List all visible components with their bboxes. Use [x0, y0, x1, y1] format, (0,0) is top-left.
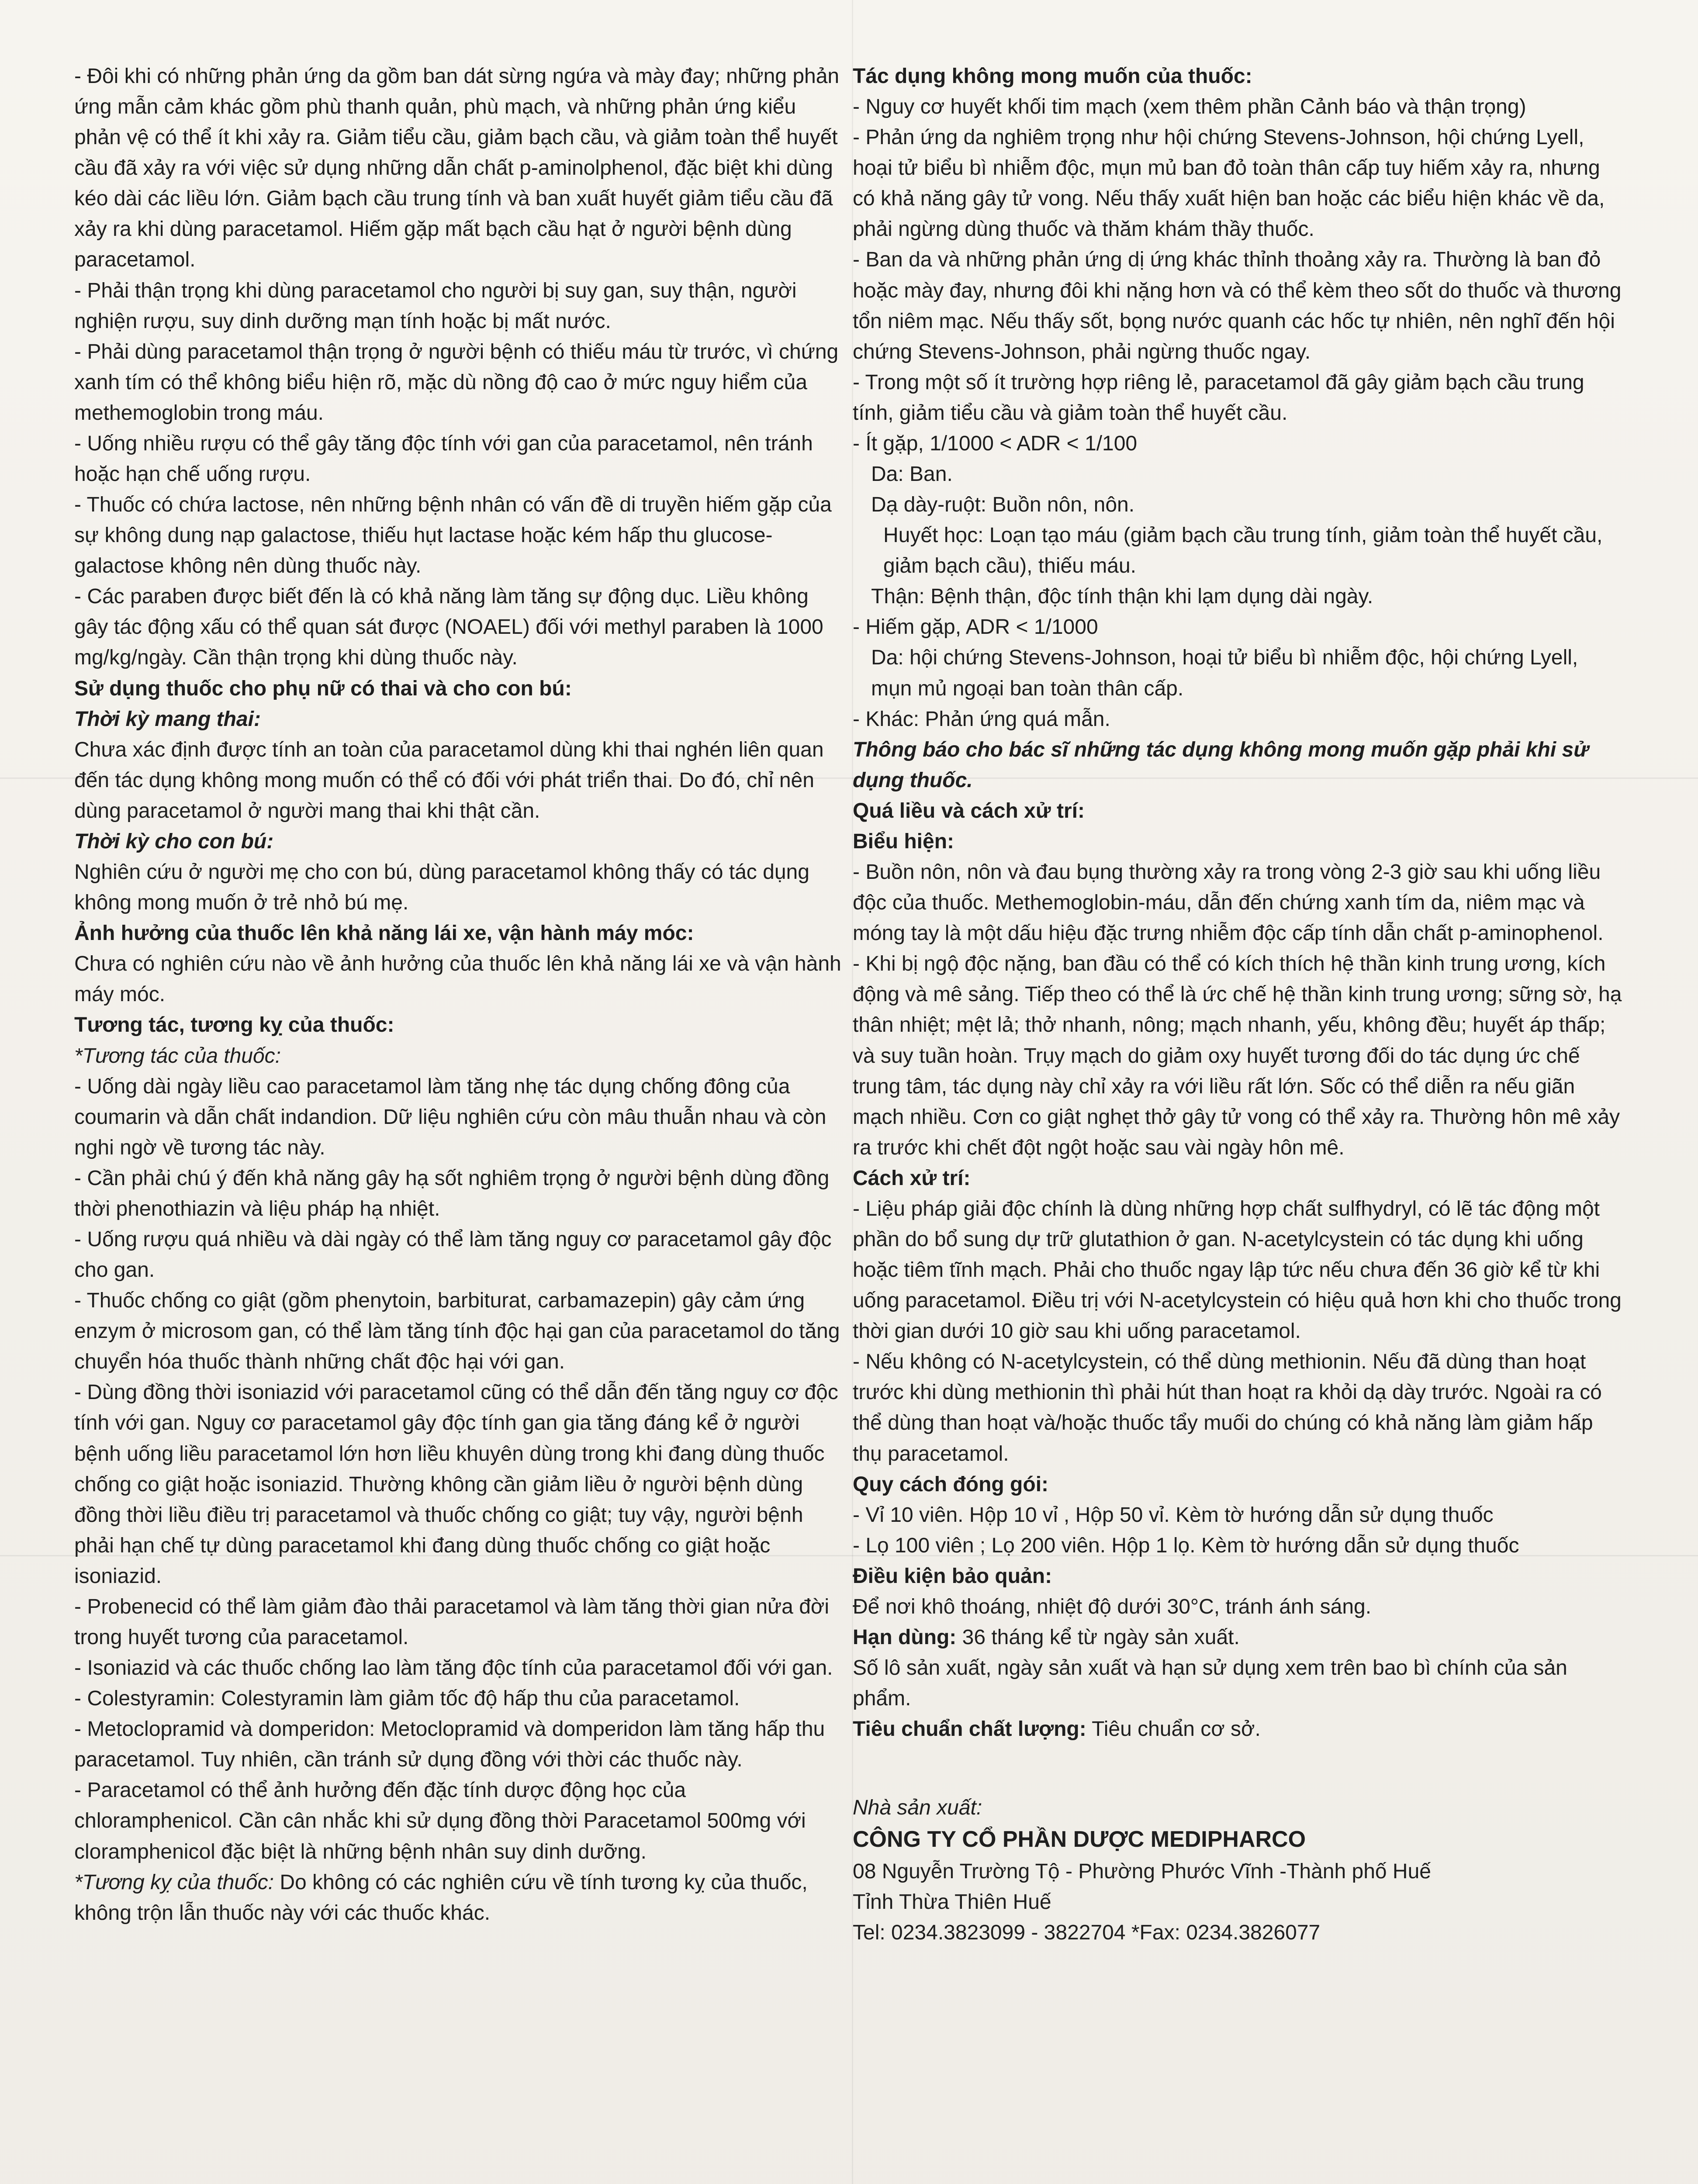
section-heading: Quá liều và cách xử trí:	[853, 799, 1085, 822]
section-heading: Tương tác, tương kỵ của thuốc:	[74, 1013, 394, 1037]
paragraph	[853, 1622, 1624, 1653]
section-heading: Sử dụng thuốc cho phụ nữ có thai và cho con bú:	[74, 677, 572, 700]
paragraph: Để nơi khô thoáng, nhiệt độ dưới 30°C, tránh ánh sáng.	[853, 1595, 1372, 1618]
paragraph	[74, 1867, 845, 1928]
list-item: - Ban da và những phản ứng dị ứng khác thỉnh thoảng xảy ra. Thường là ban đỏ hoặc mày đay, nhưng đôi khi nặng hơn và có thể kèm theo sốt do thuốc và thương tổn niêm mạc. Nếu thấy sốt, bọng nước quanh các hốc tự nhiên, nên nghĩ đến hội chứng Stevens-Johnson, phải ngừng thuốc ngay.	[853, 248, 1622, 363]
paper-fold	[852, 0, 853, 2184]
list-subitem: Da: hội chứng Stevens-Johnson, hoại tử biểu bì nhiễm độc, hội chứng Lyell, mụn mủ ngoại ban toàn thân cấp.	[871, 646, 1578, 700]
list-item: - Probenecid có thể làm giảm đào thải paracetamol và làm tăng thời gian nửa đời trong huyết tương của paracetamol.	[74, 1595, 830, 1649]
paragraph: - Các paraben được biết đến là có khả năng làm tăng sự động dục. Liều không gây tác động xấu có thể quan sát được (NOAEL) đối với methyl paraben là 1000 mg/kg/ngày. Cần thận trọng khi dùng thuốc này.	[74, 585, 823, 670]
shelf-life-value: 36 tháng kể từ ngày sản xuất.	[956, 1625, 1240, 1649]
paragraph: - Phải thận trọng khi dùng paracetamol cho người bị suy gan, suy thận, người nghiện rượu, suy dinh dưỡng mạn tính hoặc bị mất nước.	[74, 279, 797, 333]
shelf-life-label: Hạn dùng:	[853, 1625, 957, 1649]
section-heading: Điều kiện bảo quản:	[853, 1564, 1052, 1588]
list-subitem: Thận: Bệnh thận, độc tính thận khi lạm dụng dài ngày.	[871, 585, 1373, 608]
list-item: - Dùng đồng thời isoniazid với paracetamol cũng có thể dẫn đến tăng nguy cơ độc tính với gan. Nguy cơ paracetamol gây độc tính gan gia tăng đáng kể ở người bệnh uống liều paracetamol lớn hơn liều khuyên dùng trong khi đang dùng thuốc chống co giật hoặc isoniazid. Thường không cần giảm liều ở người bệnh dùng đồng thời liều điều trị paracetamol và thuốc chống co giật; tuy vậy, người bệnh phải hạn chế tự dùng paracetamol khi đang dùng thuốc chống co giật hoặc isoniazid.	[74, 1381, 838, 1588]
manufacturer-label: Nhà sản xuất:	[853, 1796, 982, 1820]
paragraph: Số lô sản xuất, ngày sản xuất và hạn sử dụng xem trên bao bì chính của sản phẩm.	[853, 1656, 1567, 1711]
list-item: - Hiếm gặp, ADR < 1/1000	[853, 615, 1098, 639]
list-item: - Nguy cơ huyết khối tim mạch (xem thêm phần Cảnh báo và thận trọng)	[853, 95, 1526, 119]
list-subitem: Huyết học: Loạn tạo máu (giảm bạch cầu trung tính, giảm toàn thể huyết cầu, giảm bạch cầu), thiếu máu.	[883, 524, 1603, 578]
incompatibility-label: *Tương kỵ của thuốc:	[74, 1870, 274, 1894]
standard-value: Tiêu chuẩn cơ sở.	[1086, 1717, 1261, 1741]
list-item: - Nếu không có N-acetylcystein, có thể dùng methionin. Nếu đã dùng than hoạt trước khi dùng methionin thì phải hút than hoạt ra khỏi dạ dày trước. Ngoài ra có thể dùng than hoạt và/hoặc thuốc tẩy muối do chúng có khả năng làm giảm hấp thụ paracetamol.	[853, 1350, 1602, 1465]
company-name: CÔNG TY CỔ PHẦN DƯỢC MEDIPHARCO	[853, 1827, 1306, 1852]
list-item: - Uống rượu quá nhiều và dài ngày có thể làm tăng nguy cơ paracetamol gây độc cho gan.	[74, 1227, 832, 1282]
list-item: - Cần phải chú ý đến khả năng gây hạ sốt nghiêm trọng ở người bệnh dùng đồng thời phenothiazin và liệu pháp hạ nhiệt.	[74, 1166, 830, 1220]
two-column-body	[74, 61, 1624, 2184]
paragraph: Chưa có nghiên cứu nào về ảnh hưởng của thuốc lên khả năng lái xe và vận hành máy móc.	[74, 952, 841, 1006]
list-item: - Metoclopramid và domperidon: Metoclopramid và domperidon làm tăng hấp thu paracetamol. Tuy nhiên, cần tránh sử dụng đồng với thời các thuốc này.	[74, 1717, 825, 1772]
right-column	[853, 61, 1624, 2184]
incompatibility-text: Do không có các nghiên cứu về tính tương kỵ của thuốc, không trộn lẫn thuốc này với các thuốc khác.	[74, 1870, 808, 1925]
subheading: Thời kỳ mang thai:	[74, 707, 261, 731]
subheading: *Tương tác của thuốc:	[74, 1044, 281, 1068]
subheading: Thời kỳ cho con bú:	[74, 829, 274, 853]
list-item: - Ít gặp, 1/1000 < ADR < 1/100	[853, 432, 1138, 455]
list-item: - Buồn nôn, nôn và đau bụng thường xảy ra trong vòng 2-3 giờ sau khi uống liều độc của thuốc. Methemoglobin-máu, dẫn đến chứng xanh tím da, niêm mạc và móng tay là một dấu hiệu đặc trưng nhiễm độc cấp tính dẫn chất p-aminophenol.	[853, 860, 1604, 945]
list-item: - Paracetamol có thể ảnh hưởng đến đặc tính dược động học của chloramphenicol. Cần cân nhắc khi sử dụng đồng thời Paracetamol 500mg với cloramphenicol đặc biệt là những bệnh nhân suy dinh dưỡng.	[74, 1779, 806, 1863]
phone-fax: Tel: 0234.3823099 - 3822704 *Fax: 0234.3826077	[853, 1921, 1321, 1945]
list-subitem: Da: Ban.	[871, 463, 953, 486]
subheading: Cách xử trí:	[853, 1166, 971, 1190]
list-item: - Isoniazid và các thuốc chống lao làm tăng độc tính của paracetamol đối với gan.	[74, 1656, 833, 1680]
list-item: - Trong một số ít trường hợp riêng lẻ, paracetamol đã gây giảm bạch cầu trung tính, giảm tiểu cầu và giảm toàn thể huyết cầu.	[853, 370, 1584, 425]
list-item: - Liệu pháp giải độc chính là dùng những hợp chất sulfhydryl, có lẽ tác động một phần do bổ sung dự trữ glutathion ở gan. N-acetylcystein có tác dụng khi uống hoặc tiêm tĩnh mạch. Phải cho thuốc ngay lập tức nếu chưa đến 36 giờ kể từ khi uống paracetamol. Điều trị với N-acetylcystein có hiệu quả hơn khi cho thuốc trong thời gian dưới 10 giờ sau khi uống paracetamol.	[853, 1197, 1622, 1343]
paper-fold	[0, 1555, 1698, 1556]
paragraph: Nghiên cứu ở người mẹ cho con bú, dùng paracetamol không thấy có tác dụng không mong muốn ở trẻ nhỏ bú mẹ.	[74, 860, 809, 915]
paper-fold	[0, 778, 1698, 779]
list-item: - Uống dài ngày liều cao paracetamol làm tăng nhẹ tác dụng chống đông của coumarin và dẫn chất indandion. Dữ liệu nghiên cứu còn mâu thuẫn nhau và còn nghi ngờ về tương tác này.	[74, 1075, 827, 1159]
subheading: Biểu hiện:	[853, 829, 954, 853]
section-heading: Tác dụng không mong muốn của thuốc:	[853, 65, 1252, 88]
notice: Thông báo cho bác sĩ những tác dụng không mong muốn gặp phải khi sử dụng thuốc.	[853, 738, 1589, 792]
section-heading: Quy cách đóng gói:	[853, 1472, 1049, 1496]
standard-label: Tiêu chuẩn chất lượng:	[853, 1717, 1086, 1741]
address-line: 08 Nguyễn Trường Tộ - Phường Phước Vĩnh -Thành phố Huế	[853, 1860, 1431, 1883]
list-item: - Phản ứng da nghiêm trọng như hội chứng Stevens-Johnson, hội chứng Lyell, hoại tử biểu bì nhiễm độc, mụn mủ ban đỏ toàn thân cấp tuy hiếm xảy ra, nhưng có khả năng gây tử vong. Nếu thấy xuất hiện ban hoặc các biểu hiện khác về da, phải ngừng dùng thuốc và thăm khám thầy thuốc.	[853, 126, 1605, 241]
list-item: - Colestyramin: Colestyramin làm giảm tốc độ hấp thu của paracetamol.	[74, 1687, 740, 1711]
list-item: - Khác: Phản ứng quá mẫn.	[853, 707, 1110, 731]
paragraph: - Uống nhiều rượu có thể gây tăng độc tính với gan của paracetamol, nên tránh hoặc hạn chế uống rượu.	[74, 432, 813, 486]
list-item: - Khi bị ngộ độc nặng, ban đầu có thể có kích thích hệ thần kinh trung ương, kích động và mê sảng. Tiếp theo có thể là ức chế hệ thần kinh trung ương; sững sờ, hạ thân nhiệt; mệt lả; thở nhanh, nông; mạch nhanh, yếu, không đều; huyết áp thấp; và suy tuần hoàn. Trụy mạch do giảm oxy huyết tương đối do tác dụng ức chế trung tâm, tác dụng này chỉ xảy ra với liều rất lớn. Sốc có thể diễn ra nếu giãn mạch nhiều. Cơn co giật nghẹt thở gây tử vong có thể xảy ra. Thường hôn mê xảy ra trước khi chết đột ngột hoặc sau vài ngày hôn mê.	[853, 952, 1622, 1159]
list-item: - Lọ 100 viên ; Lọ 200 viên. Hộp 1 lọ. Kèm tờ hướng dẫn sử dụng thuốc	[853, 1534, 1519, 1557]
paragraph	[853, 1714, 1624, 1745]
list-subitem: Dạ dày-ruột: Buồn nôn, nôn.	[871, 493, 1135, 517]
paragraph: Chưa xác định được tính an toàn của paracetamol dùng khi thai nghén liên quan đến tác dụng không mong muốn có thể có đối với phát triển thai. Do đó, chỉ nên dùng paracetamol ở người mang thai khi thật cần.	[74, 738, 824, 822]
paragraph: - Thuốc có chứa lactose, nên những bệnh nhân có vấn đề di truyền hiếm gặp của sự không dung nạp galactose, thiếu hụt lactase hoặc kém hấp thu glucose-galactose không nên dùng thuốc này.	[74, 493, 832, 578]
list-item: - Vỉ 10 viên. Hộp 10 vỉ , Hộp 50 vỉ. Kèm tờ hướng dẫn sử dụng thuốc	[853, 1503, 1494, 1527]
paragraph: - Phải dùng paracetamol thận trọng ở người bệnh có thiếu máu từ trước, vì chứng xanh tím có thể không biểu hiện rõ, mặc dù nồng độ cao ở mức nguy hiểm của methemoglobin trong máu.	[74, 340, 839, 425]
paragraph: - Đôi khi có những phản ứng da gồm ban dát sừng ngứa và mày đay; những phản ứng mẫn cảm khác gồm phù thanh quản, phù mạch, và những phản ứng kiểu phản vệ có thể ít khi xảy ra. Giảm tiểu cầu, giảm bạch cầu, và giảm toàn thể huyết cầu đã xảy ra với việc sử dụng những dẫn chất p-aminolphenol, đặc biệt khi dùng kéo dài các liều lớn. Giảm bạch cầu trung tính và ban xuất huyết giảm tiểu cầu đã xảy ra khi dùng paracetamol. Hiếm gặp mất bạch cầu hạt ở người bệnh dùng paracetamol.	[74, 65, 840, 272]
address-line: Tỉnh Thừa Thiên Huế	[853, 1890, 1051, 1914]
list-item: - Thuốc chống co giật (gồm phenytoin, barbiturat, carbamazepin) gây cảm ứng enzym ở microsom gan, có thể làm tăng tính độc hại gan của paracetamol do tăng chuyển hóa thuốc thành những chất độc hại với gan.	[74, 1289, 840, 1374]
section-heading: Ảnh hưởng của thuốc lên khả năng lái xe, vận hành máy móc:	[74, 922, 694, 945]
left-column	[74, 61, 845, 2184]
